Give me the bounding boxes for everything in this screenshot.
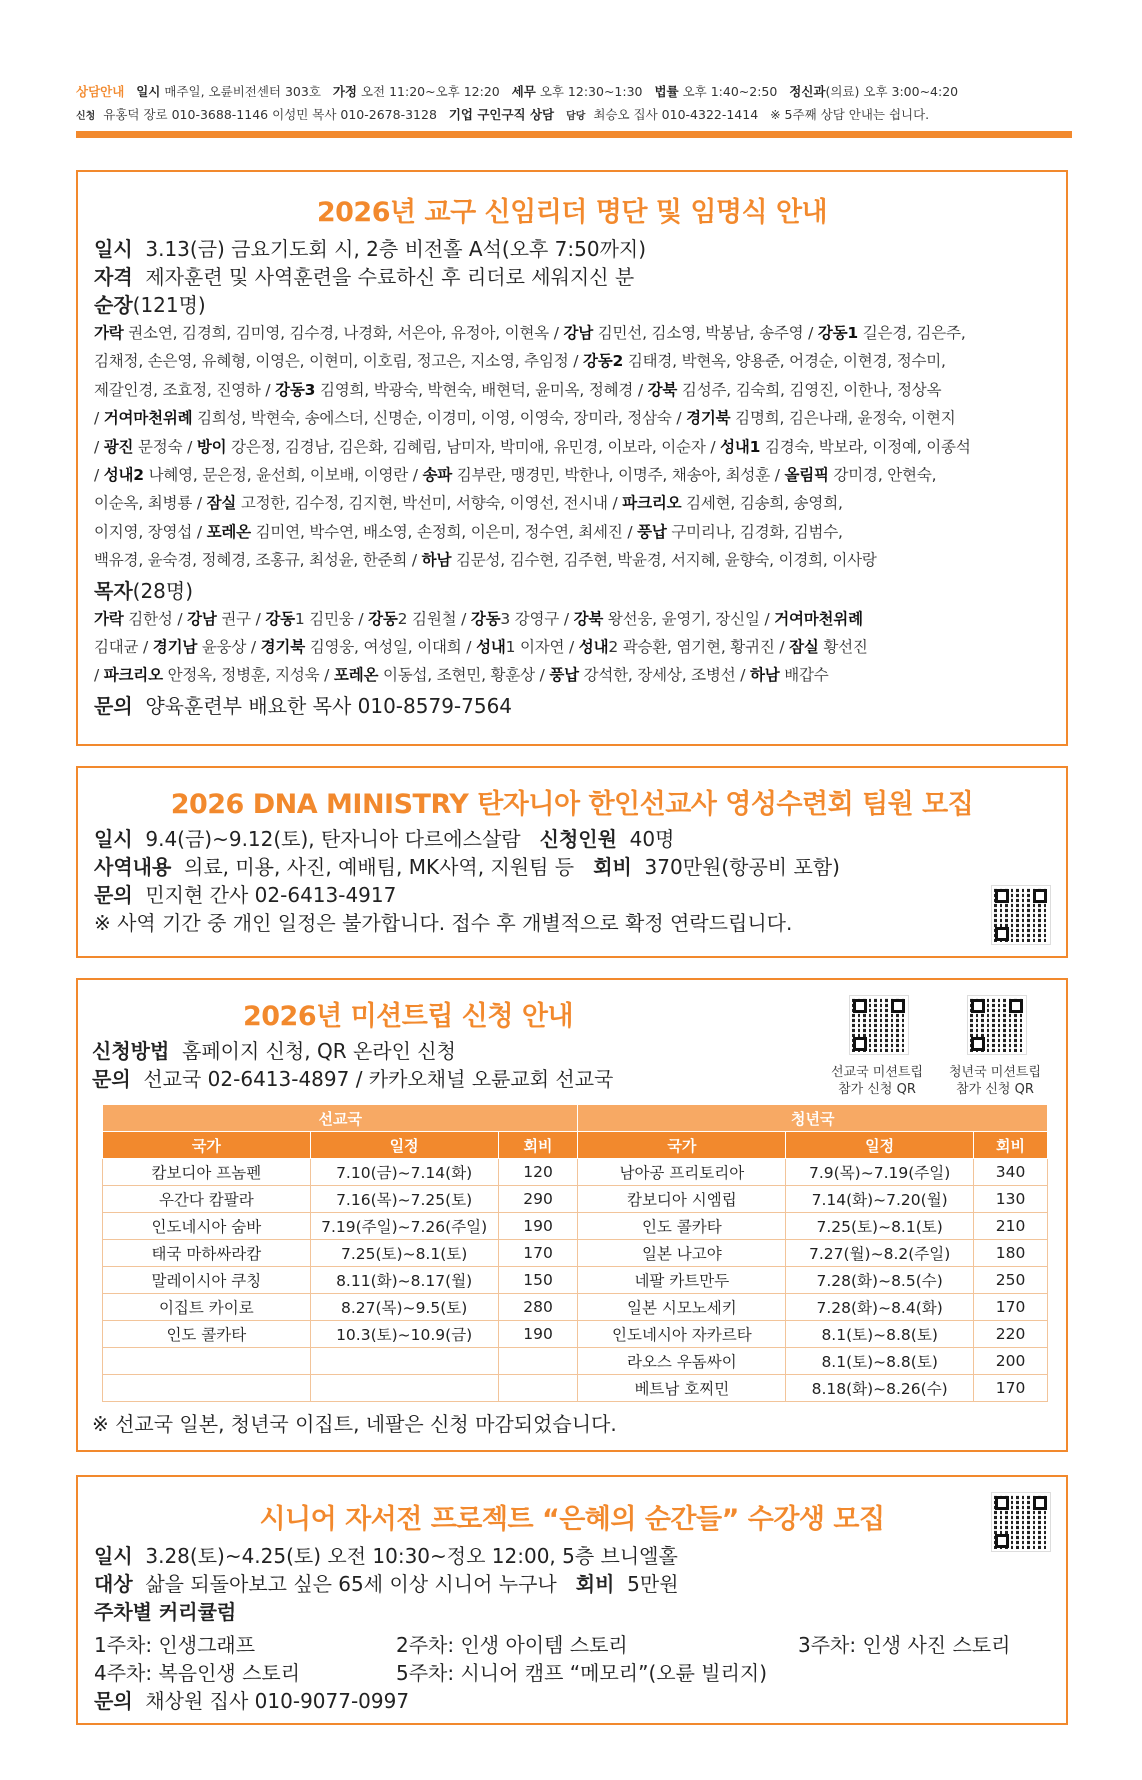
district-names: 이동섭, 조현민, 황훈상 / [378, 666, 550, 685]
dna-qr-code[interactable] [992, 886, 1050, 944]
table-cell: 8.11(화)~8.17(월) [310, 1267, 498, 1294]
district-names: 김세현, 김송희, 송영희, [681, 494, 843, 513]
dna-work: 사역내용 의료, 미용, 사진, 예배팀, MK사역, 지원팀 등 회비 370만원(항공비 포함) [94, 855, 840, 879]
table-cell: 290 [498, 1186, 578, 1213]
district-names: 왕선웅, 윤영기, 장신일 / [603, 609, 775, 628]
table-cell: 7.28(화)~8.4(화) [786, 1294, 974, 1321]
district-names: 김부란, 맹경민, 박한나, 이명주, 채송아, 최성훈 / [452, 466, 785, 485]
table-cell: 7.25(토)~8.1(토) [786, 1213, 974, 1240]
table-cell: 180 [974, 1240, 1048, 1267]
table-cell: 10.3(토)~10.9(금) [310, 1321, 498, 1348]
district-label: 송파 [422, 466, 453, 485]
mission-contact: 문의 선교국 02-6413-4897 / 카카오채널 오륜교회 선교국 [92, 1067, 614, 1091]
table-cell: 인도 콜카타 [103, 1321, 311, 1348]
district-label: 방이 [196, 437, 227, 456]
sunjang-list [94, 319, 1066, 575]
name-list-line [94, 319, 1066, 347]
district-names: 안정옥, 정병훈, 지성욱 / [162, 666, 334, 685]
table-cell: 8.27(목)~9.5(토) [310, 1294, 498, 1321]
sunjang-heading: 순장(121명) [94, 293, 206, 317]
senior-curriculum-heading: 주차별 커리큘럼 [94, 1600, 237, 1624]
mission-qr-caption-1: 선교국 미션트립 참가 신청 QR [830, 1065, 924, 1097]
table-cell: 130 [974, 1186, 1048, 1213]
district-names: 김영웅, 여성일, 이대희 / [304, 638, 477, 657]
counsel-line-1: 상담안내 일시 매주일, 오륜비전센터 303호 가정 오전 11:20~오후 12:20 세무 오후 12:30~1:30 법률 오후 1:40~2:50 정신과(의료) 오후 3:00~4:20 [76, 84, 959, 99]
table-cell: 우간다 캄팔라 [103, 1186, 311, 1213]
district-names: / [94, 466, 104, 485]
mission-table-body [103, 1159, 1048, 1402]
district-label: 경기북 [260, 638, 305, 657]
col-fee-a: 회비 [498, 1132, 578, 1159]
district-names: 김미연, 박수연, 배소영, 손정희, 이은미, 정수연, 최세진 / [250, 522, 638, 541]
district-names: 1 김민웅 / [294, 609, 369, 628]
table-cell: 220 [974, 1321, 1048, 1348]
moksa-heading: 목자(28명) [94, 578, 194, 603]
district-names: 문정숙 / [133, 437, 197, 456]
col-date-b: 일정 [786, 1132, 974, 1159]
mission-qr-code-1[interactable] [850, 996, 908, 1054]
name-list-line [94, 376, 1066, 404]
senior-date: 일시 3.28(토)~4.25(토) 오전 10:30~정오 12:00, 5층 브니엘홀 [94, 1544, 678, 1568]
table-row [103, 1375, 1048, 1402]
district-label: 풍납 [549, 666, 579, 685]
senior-title: 시니어 자서전 프로젝트 “은혜의 순간들” 수강생 모집 [259, 1504, 885, 1535]
table-cell: 캄보디아 시엠립 [578, 1186, 786, 1213]
name-list-line [94, 661, 1066, 689]
leaders-section [76, 170, 1068, 746]
district-names: 고정한, 김수정, 김지현, 박선미, 서향숙, 이영선, 전시내 / [236, 494, 623, 513]
table-row [103, 1294, 1048, 1321]
table-cell: 일본 나고야 [578, 1240, 786, 1267]
district-label: 강남 [563, 324, 594, 342]
leaders-date: 일시 3.13(금) 금요기도회 시, 2층 비전홀 A석(오후 7:50까지) [94, 237, 647, 261]
senior-target: 대상 삶을 되돌아보고 싶은 65세 이상 시니어 누구나 회비 5만원 [94, 1572, 679, 1596]
table-cell [498, 1348, 578, 1375]
district-label: 경기남 [152, 638, 198, 657]
mission-table [102, 1104, 1048, 1402]
district-names: / [94, 437, 104, 456]
table-cell: 라오스 우돔싸이 [578, 1348, 786, 1375]
table-cell: 7.16(목)~7.25(토) [310, 1186, 498, 1213]
district-label: 강남 [187, 609, 217, 628]
mission-qr-caption-2: 청년국 미션트립 참가 신청 QR [948, 1065, 1042, 1097]
mission-group-a: 선교국 [103, 1105, 578, 1132]
district-label: 하남 [421, 551, 452, 570]
district-names: / [94, 409, 104, 428]
table-cell: 190 [498, 1213, 578, 1240]
district-names: 김대균 / [94, 638, 153, 657]
name-list-line [94, 404, 1066, 432]
dna-section [76, 766, 1068, 958]
dna-contact: 문의 민지현 간사 02-6413-4917 [94, 883, 397, 907]
counsel-info [76, 80, 1072, 128]
table-cell: 인도네시아 숨바 [103, 1213, 311, 1240]
mission-method: 신청방법 홈페이지 신청, QR 온라인 신청 [92, 1039, 456, 1063]
table-row [103, 1186, 1048, 1213]
district-label: 잠실 [206, 494, 237, 513]
dna-date: 일시 9.4(금)~9.12(토), 탄자니아 다르에스살람 신청인원 40명 [94, 827, 675, 851]
curriculum-week-1: 1주차: 인생그래프 [94, 1633, 256, 1657]
table-cell: 150 [498, 1267, 578, 1294]
name-list-line [94, 605, 1066, 633]
leaders-title: 2026년 교구 신임리더 명단 및 임명식 안내 [316, 197, 828, 228]
counsel-label: 상담안내 [76, 84, 125, 99]
district-names: 김경숙, 박보라, 이정예, 이종석 [760, 437, 971, 456]
district-label: 풍납 [637, 522, 667, 541]
table-cell: 태국 마하싸라캄 [103, 1240, 311, 1267]
table-cell: 네팔 카트만두 [578, 1267, 786, 1294]
table-row [103, 1348, 1048, 1375]
table-cell: 280 [498, 1294, 578, 1321]
district-names: 3 강영구 / [500, 609, 574, 628]
senior-section [76, 1475, 1068, 1725]
moksa-list [94, 605, 1066, 690]
table-cell [310, 1375, 498, 1402]
district-label: 강동3 [275, 380, 316, 399]
curriculum-week-4: 4주차: 복음인생 스토리 [94, 1661, 301, 1685]
district-label: 광진 [103, 437, 134, 456]
mission-group-b: 청년국 [578, 1105, 1048, 1132]
table-cell: 남아공 프리토리아 [578, 1159, 786, 1186]
table-cell: 말레이시아 쿠칭 [103, 1267, 311, 1294]
dna-title: 2026 DNA MINISTRY 탄자니아 한인선교사 영성수련회 팀원 모집 [170, 789, 974, 820]
name-list-line [94, 633, 1066, 661]
table-cell: 170 [974, 1375, 1048, 1402]
curriculum-week-5: 5주차: 시니어 캠프 “메모리”(오륜 빌리지) [396, 1661, 768, 1685]
district-names: 2 김원철 / [397, 609, 471, 628]
table-cell: 인도네시아 자카르타 [578, 1321, 786, 1348]
mission-section [76, 978, 1068, 1452]
district-label: 경기북 [686, 409, 731, 428]
senior-contact: 문의 채상원 집사 010-9077-0997 [94, 1689, 410, 1713]
district-label: 가락 [94, 609, 124, 628]
district-label: 강동 [368, 609, 398, 628]
leaders-qualification: 자격 제자훈련 및 사역훈련을 수료하신 후 리더로 세워지신 분 [94, 265, 635, 289]
table-cell: 7.10(금)~7.14(화) [310, 1159, 498, 1186]
district-names: 백유경, 윤숙경, 정혜경, 조홍규, 최성윤, 한준희 / [94, 551, 422, 570]
name-list-line [94, 347, 1066, 375]
district-names: 강석한, 장세상, 조병선 / [578, 666, 750, 685]
table-cell: 인도 콜카타 [578, 1213, 786, 1240]
district-label: 성내 [578, 638, 609, 657]
district-label: 잠실 [789, 638, 819, 657]
district-label: 가락 [94, 324, 124, 342]
table-cell [310, 1348, 498, 1375]
table-cell: 이집트 카이로 [103, 1294, 311, 1321]
district-label: 포레온 [206, 522, 251, 541]
col-date-a: 일정 [310, 1132, 498, 1159]
district-label: 올림픽 [784, 466, 829, 485]
table-cell [498, 1375, 578, 1402]
district-label: 강동 [265, 609, 295, 628]
table-cell: 120 [498, 1159, 578, 1186]
district-names: 권구 / [216, 609, 266, 628]
district-names: 김한성 / [123, 609, 188, 628]
table-cell: 8.1(토)~8.8(토) [786, 1348, 974, 1375]
district-names: 김희성, 박현숙, 송에스더, 신명순, 이경미, 이영, 이영숙, 장미라, 정삼숙 / [192, 409, 687, 428]
district-label: 하남 [749, 666, 780, 685]
table-cell: 210 [974, 1213, 1048, 1240]
district-names: 강은정, 김경남, 김은화, 김혜림, 남미자, 박미애, 유민경, 이보라, 이순자 / [226, 437, 721, 456]
curriculum-week-3: 3주차: 인생 사진 스토리 [798, 1633, 1011, 1657]
district-names: 윤웅상 / [197, 638, 261, 657]
district-names: 구미리나, 김경화, 김범수, [666, 522, 843, 541]
district-label: 강북 [647, 380, 678, 399]
district-names: 배갑수 [779, 666, 829, 685]
district-label: 강동2 [582, 352, 624, 371]
district-label: 성내 [476, 638, 506, 657]
table-row [103, 1213, 1048, 1240]
district-names: / [94, 666, 104, 685]
district-names: 김민선, 김소영, 박봉남, 송주영 / [593, 324, 818, 342]
table-cell: 7.25(토)~8.1(토) [310, 1240, 498, 1267]
name-list-line [94, 518, 1066, 546]
district-names: 2 곽승환, 염기현, 황귀진 / [608, 638, 790, 657]
district-names: 황선진 [818, 638, 868, 657]
mission-note: ※ 선교국 일본, 청년국 이집트, 네팔은 신청 마감되었습니다. [92, 1412, 617, 1436]
district-names: 권소연, 김경희, 김미영, 김수경, 나경화, 서은아, 유정아, 이현옥 / [123, 324, 564, 342]
district-label: 강북 [573, 609, 604, 628]
table-cell: 8.18(화)~8.26(수) [786, 1375, 974, 1402]
counsel-line-2: 신청 유홍덕 장로 010-3688-1146 이성민 목사 010-2678-3128 기업 구인구직 상담 담당 최승오 집사 010-4322-1414 ※ 5주째 상담 안내는 쉽니다. [76, 107, 930, 122]
table-row [103, 1321, 1048, 1348]
table-cell: 8.1(토)~8.8(토) [786, 1321, 974, 1348]
table-cell: 7.14(화)~7.20(월) [786, 1186, 974, 1213]
district-label: 파크리오 [103, 666, 163, 685]
district-label: 강동1 [817, 324, 859, 342]
top-divider [76, 131, 1072, 138]
district-names: 김채정, 손은영, 유혜형, 이영은, 이현미, 이호림, 정고은, 지소영, 추임정 / [94, 352, 583, 371]
district-names: 강미경, 안현숙, [828, 466, 937, 485]
table-row [103, 1159, 1048, 1186]
district-label: 거여마천위례 [774, 609, 863, 628]
mission-title: 2026년 미션트립 신청 안내 [242, 1001, 574, 1032]
district-names: 김성주, 김숙희, 김영진, 이한나, 정상옥 [677, 380, 942, 399]
table-cell: 7.19(주일)~7.26(주일) [310, 1213, 498, 1240]
name-list-line [94, 433, 1066, 461]
district-names: 1 이자연 / [505, 638, 579, 657]
col-fee-b: 회비 [974, 1132, 1048, 1159]
table-cell: 340 [974, 1159, 1048, 1186]
table-cell: 170 [974, 1294, 1048, 1321]
table-row [103, 1267, 1048, 1294]
district-names: 이지영, 장영섭 / [94, 522, 207, 541]
table-cell: 250 [974, 1267, 1048, 1294]
table-row [103, 1240, 1048, 1267]
table-cell: 일본 시모노세키 [578, 1294, 786, 1321]
mission-qr-code-2[interactable] [968, 996, 1026, 1054]
district-names: 나혜영, 문은정, 윤선희, 이보배, 이영란 / [143, 466, 423, 485]
table-cell: 7.27(월)~8.2(주일) [786, 1240, 974, 1267]
district-label: 성내2 [103, 466, 144, 485]
district-names: 김영희, 박광숙, 박현숙, 배현덕, 윤미옥, 정혜경 / [315, 380, 648, 399]
table-cell: 190 [498, 1321, 578, 1348]
district-names: 김태경, 박현옥, 양용준, 어경순, 이현경, 정수미, [623, 352, 946, 371]
district-label: 강동 [470, 609, 501, 628]
table-cell: 200 [974, 1348, 1048, 1375]
name-list-line [94, 489, 1066, 517]
district-names: 제갈인경, 조효정, 진영하 / [94, 380, 276, 399]
district-label: 포레온 [333, 666, 379, 685]
district-names: 길은경, 김은주, [858, 324, 966, 342]
col-country-b: 국가 [578, 1132, 786, 1159]
dna-note: ※ 사역 기간 중 개인 일정은 불가합니다. 접수 후 개별적으로 확정 연락드립니다. [94, 911, 793, 935]
name-list-line [94, 461, 1066, 489]
table-cell: 베트남 호찌민 [578, 1375, 786, 1402]
col-country-a: 국가 [103, 1132, 311, 1159]
curriculum-week-2: 2주차: 인생 아이템 스토리 [396, 1633, 628, 1657]
senior-qr-code[interactable] [992, 1493, 1050, 1551]
district-names: 이순옥, 최병룡 / [94, 494, 207, 513]
table-cell: 7.28(화)~8.5(수) [786, 1267, 974, 1294]
table-cell [103, 1375, 311, 1402]
district-label: 파크리오 [622, 494, 682, 513]
name-list-line [94, 546, 1066, 574]
leaders-contact: 문의 양육훈련부 배요한 목사 010-8579-7564 [94, 693, 513, 718]
table-cell: 170 [498, 1240, 578, 1267]
table-cell [103, 1348, 311, 1375]
district-names: 김명희, 김은나래, 윤정숙, 이현지 [730, 409, 956, 428]
district-names: 김문성, 김수현, 김주현, 박윤경, 서지혜, 윤향숙, 이경희, 이사랑 [451, 551, 877, 570]
table-cell: 캄보디아 프놈펜 [103, 1159, 311, 1186]
district-label: 거여마천위례 [103, 409, 193, 428]
table-cell: 7.9(목)~7.19(주일) [786, 1159, 974, 1186]
district-label: 성내1 [720, 437, 761, 456]
